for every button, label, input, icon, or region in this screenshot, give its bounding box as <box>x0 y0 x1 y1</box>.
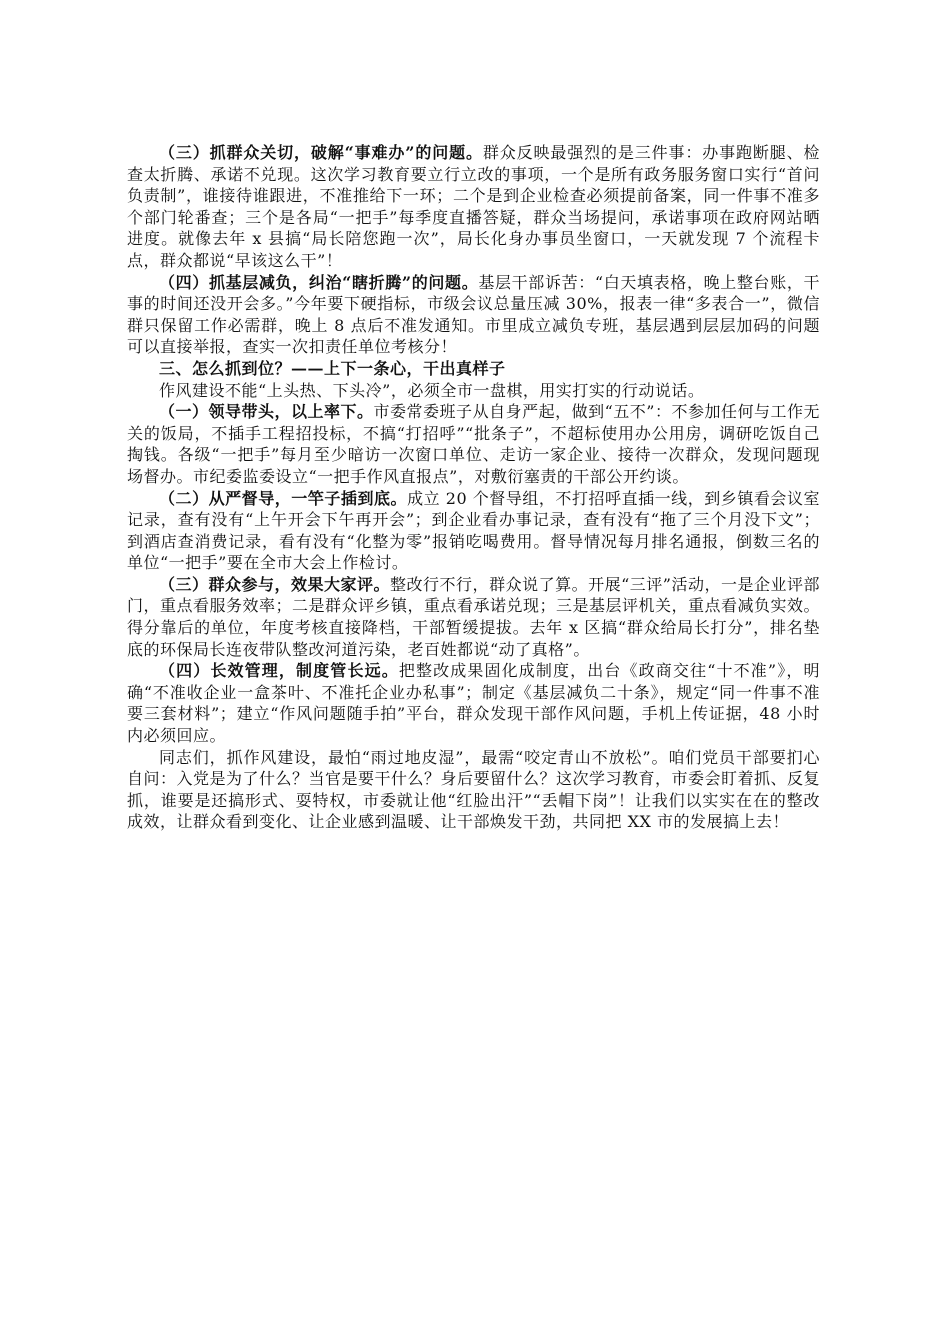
paragraph-1 <box>127 142 820 272</box>
paragraph-5 <box>127 488 820 574</box>
paragraph-4 <box>127 401 820 487</box>
paragraph-3 <box>127 380 820 402</box>
paragraph-1-body: 群众反映最强烈的是三件事：办事跑断腿、检查太折腾、承诺不兑现。这次学习教育要立行立改的事项，一个是所有政务服务窗口实行“首问负责制”，谁接待谁跟进，不准推给下一环；二个是到企业检查必须提前备案，同一件事不准多个部门轮番查；三个是各局“一把手”每季度直播答疑，群众当场提问，承诺事项在政府网站晒进度。就像去年 x 县搞“局长陪您跑一次”，局长化身办事员坐窗口，一天就发现 7 个流程卡点，群众都说“早该这么干”！ <box>127 143 820 270</box>
paragraph-5-lead: （二）从严督导，一竿子插到底。 <box>159 488 408 508</box>
paragraph-7-body: 把整改成果固化成制度，出台《政商交往“十不准”》，明确“不准收企业一盒茶叶、不准托企业办私事”；制定《基层减负二十条》，规定“同一件事不准要三套材料”；建立“作风问题随手拍”平台，群众发现干部作风问题，手机上传证据，48 小时内必须回应。 <box>127 661 820 746</box>
paragraph-2-body: 基层干部诉苦：“白天填表格，晚上整台账，干事的时间还没开会多。”今年要下硬指标，市级会议总量压减 30%，报表一律“多表合一”，微信群只保留工作必需群，晚上 8 点后不准发通知。市里成立减负专班，基层遇到层层加码的问题可以直接举报，查实一次扣责任单位考核分！ <box>127 272 820 357</box>
paragraph-5-body: 成立 20 个督导组，不打招呼直插一线，到乡镇看会议室记录，查有没有“上午开会下午再开会”；到企业看办事记录，查有没有“拖了三个月没下文”；到酒店查消费记录，看有没有“化整为零”报销吃喝费用。督导情况每月排名通报，倒数三名的单位“一把手”要在全市大会上作检讨。 <box>127 488 820 573</box>
section-heading: 三、怎么抓到位？——上下一条心，干出真样子 <box>159 358 506 378</box>
document-body <box>127 142 820 833</box>
paragraph-4-lead: （一）领导带头，以上率下。 <box>159 402 374 422</box>
paragraph-8 <box>127 747 820 833</box>
paragraph-6-lead: （三）群众参与，效果大家评。 <box>159 574 391 594</box>
paragraph-4-body: 市委常委班子从自身严起，做到“五不”：不参加任何与工作无关的饭局，不插手工程招投标，不搞“打招呼”“批条子”，不超标使用办公用房，调研吃饭自己掏钱。各级“一把手”每月至少暗访一次窗口单位、走访一家企业、接待一次群众，发现问题现场督办。市纪委监委设立“一把手作风直报点”，对敷衍塞责的干部公开约谈。 <box>127 402 820 486</box>
paragraph-2-lead: （四）抓基层减负，纠治“瞎折腾”的问题。 <box>159 272 479 292</box>
paragraph-3-body: 作风建设不能“上头热、下头冷”，必须全市一盘棋，用实打实的行动说话。 <box>159 380 705 400</box>
paragraph-2 <box>127 272 820 358</box>
paragraph-7 <box>127 660 820 746</box>
paragraph-7-lead: （四）长效管理，制度管长远。 <box>159 661 399 681</box>
paragraph-6 <box>127 574 820 660</box>
paragraph-8-body: 同志们，抓作风建设，最怕“雨过地皮湿”，最需“咬定青山不放松”。咱们党员干部要扪心自问：入党是为了什么？当官是要干什么？身后要留什么？这次学习教育，市委会盯着抓、反复抓，谁要是还搞形式、耍特权，市委就让他“红脸出汗”“丢帽下岗”！让我们以实实在在的整改成效，让群众看到变化、让企业感到温暖、让干部焕发干劲，共同把 XX 市的发展搞上去！ <box>127 747 821 832</box>
paragraph-6-body: 整改行不行，群众说了算。开展“三评”活动，一是企业评部门，重点看服务效率；二是群众评乡镇，重点看承诺兑现；三是基层评机关，重点看减负实效。得分靠后的单位，年度考核直接降档，干部暂缓提拔。去年 x 区搞“群众给局长打分”，排名垫底的环保局长连夜带队整改河道污染，老百姓都说“动了真格”。 <box>127 574 821 659</box>
paragraph-1-lead: （三）抓群众关切，破解“事难办”的问题。 <box>159 143 483 162</box>
